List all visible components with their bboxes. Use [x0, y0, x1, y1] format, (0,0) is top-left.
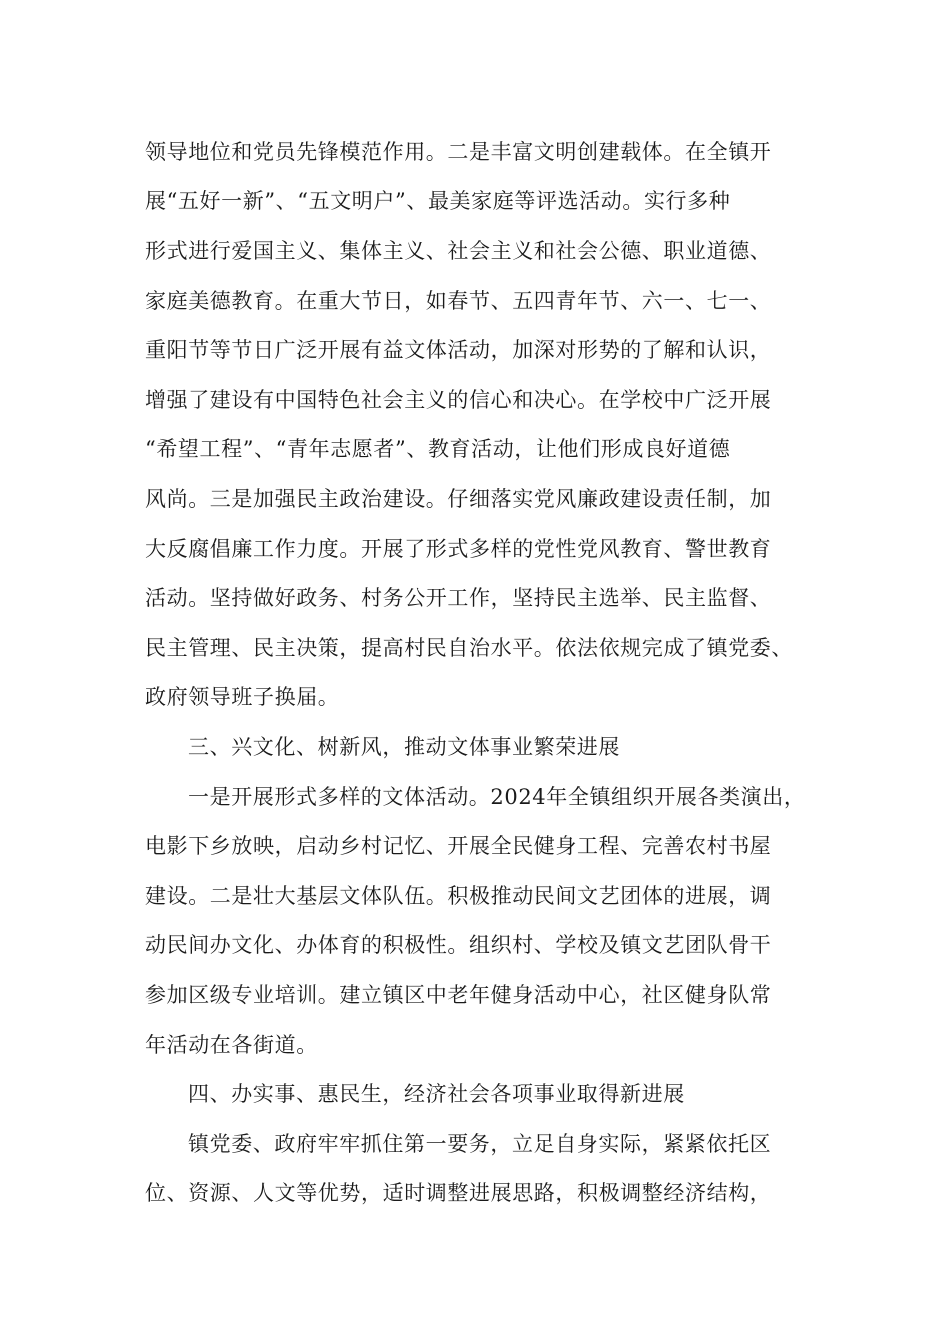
paragraph-line: 家庭美德教育。在重大节日，如春节、五四青年节、六一、七一、	[145, 289, 772, 313]
paragraph-line: “希望工程”、“青年志愿者”、教育活动，让他们形成良好道德	[145, 437, 731, 461]
paragraph-line: 展“五好一新”、“五文明户”、最美家庭等评选活动。实行多种	[145, 189, 731, 213]
paragraph-line: 年活动在各街道。	[145, 1033, 318, 1057]
paragraph-line: 大反腐倡廉工作力度。开展了形式多样的党性党风教育、警世教育	[145, 537, 772, 561]
paragraph-line: 民主管理、民主决策，提高村民自治水平。依法依规完成了镇党委、	[145, 636, 793, 660]
paragraph-line: 活动。坚持做好政务、村务公开工作，坚持民主选举、民主监督、	[145, 586, 772, 610]
paragraph-line: 电影下乡放映，启动乡村记忆、开展全民健身工程、完善农村书屋	[145, 834, 772, 858]
paragraph-line: 建设。二是壮大基层文体队伍。积极推动民间文艺团体的进展，调	[145, 884, 772, 908]
section-heading: 三、兴文化、树新风，推动文体事业繁荣进展	[188, 735, 620, 759]
paragraph-line: 风尚。三是加强民主政治建设。仔细落实党风廉政建设责任制，加	[145, 487, 772, 511]
paragraph-line: 位、资源、人文等优势，适时调整进展思路，积极调整经济结构，	[145, 1181, 772, 1205]
paragraph-line: 镇党委、政府牢牢抓住第一要务，立足自身实际，紧紧依托区	[188, 1132, 772, 1156]
paragraph-line: 动民间办文化、办体育的积极性。组织村、学校及镇文艺团队骨干	[145, 933, 772, 957]
paragraph-line: 一是开展形式多样的文体活动。2024年全镇组织开展各类演出，	[188, 785, 806, 809]
paragraph-line: 参加区级专业培训。建立镇区中老年健身活动中心，社区健身队常	[145, 983, 772, 1007]
paragraph-line: 形式进行爱国主义、集体主义、社会主义和社会公德、职业道德、	[145, 239, 772, 263]
paragraph-line: 重阳节等节日广泛开展有益文体活动，加深对形势的了解和认识，	[145, 338, 772, 362]
paragraph-line: 增强了建设有中国特色社会主义的信心和决心。在学校中广泛开展	[145, 388, 772, 412]
paragraph-line: 领导地位和党员先锋模范作用。二是丰富文明创建载体。在全镇开	[145, 140, 772, 164]
section-heading: 四、办实事、惠民生，经济社会各项事业取得新进展	[188, 1082, 685, 1106]
paragraph-line: 政府领导班子换届。	[145, 685, 340, 709]
